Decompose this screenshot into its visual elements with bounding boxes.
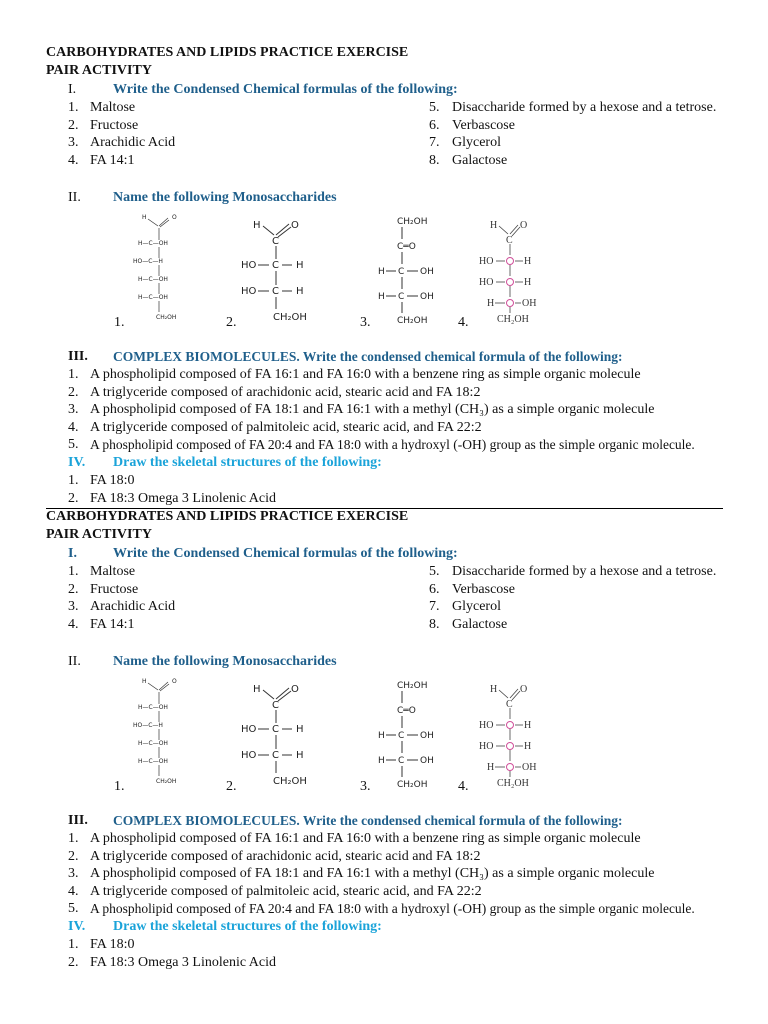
struct-atom: CH₂OH — [397, 780, 428, 788]
chiral-carbon-marker — [507, 300, 514, 307]
list-item: Fructose — [90, 118, 139, 133]
struct-atom: C — [272, 750, 279, 761]
worksheet-copy-2 — [0, 508, 768, 972]
list-item: Arachidic Acid — [90, 599, 176, 614]
list-item: A triglyceride composed of palmitoleic acid, stearic acid, and FA 22:2 — [90, 420, 482, 435]
list-item-number: 5. — [429, 564, 440, 579]
list-item: FA 18:3 Omega 3 Linolenic Acid — [90, 491, 276, 506]
list-item: FA 14:1 — [90, 153, 135, 168]
struct-row: H—C—OH — [138, 276, 168, 283]
section-1-numeral: I. — [68, 82, 77, 97]
struct-atom: CH₂OH — [497, 314, 529, 324]
struct-atom: C — [272, 724, 279, 735]
struct-atom: C — [398, 756, 405, 766]
structure-4-label: 4. — [458, 779, 469, 794]
struct-atom: HO — [479, 741, 494, 752]
list-item-number: 8. — [429, 617, 440, 632]
struct-atom: OH — [420, 267, 434, 277]
struct-atom: C — [398, 731, 405, 741]
list-item: Disaccharide formed by a hexose and a tetrose. — [452, 564, 717, 579]
struct-atom: O — [172, 214, 177, 221]
struct-atom: H — [296, 260, 304, 271]
struct-atom: O — [520, 220, 528, 231]
list-item-number: 2. — [68, 118, 79, 133]
struct-atom: O — [172, 678, 177, 685]
struct-atom: H — [487, 762, 495, 773]
struct-atom: H — [142, 214, 147, 221]
structure-3 — [375, 212, 445, 324]
structure-3-label: 3. — [360, 315, 371, 330]
struct-atom: HO — [241, 286, 257, 297]
struct-atom: HO — [479, 720, 494, 731]
struct-atom: OH — [522, 298, 537, 309]
worksheet-title: CARBOHYDRATES AND LIPIDS PRACTICE EXERCISE — [46, 45, 409, 60]
structure-3 — [375, 676, 445, 788]
section-4-numeral: IV. — [68, 919, 86, 934]
struct-atom: C — [272, 260, 279, 271]
struct-atom: C═O — [397, 242, 416, 252]
struct-atom: C — [272, 286, 279, 297]
struct-atom: CH₂OH — [273, 776, 307, 787]
structure-2-label: 2. — [226, 315, 237, 330]
struct-atom: C — [398, 267, 405, 277]
chiral-carbon-marker — [507, 743, 514, 750]
list-item-number: 5. — [68, 901, 79, 916]
list-item: FA 18:0 — [90, 937, 135, 952]
struct-atom: HO — [479, 277, 494, 288]
list-item-number: 1. — [68, 564, 79, 579]
list-item: FA 18:3 Omega 3 Linolenic Acid — [90, 955, 276, 970]
struct-row: H—C—OH — [138, 704, 168, 711]
section-4-heading: Draw the skeletal structures of the following: — [113, 455, 382, 470]
list-item-number: 4. — [68, 153, 79, 168]
struct-atom: O — [520, 684, 528, 695]
list-item: Verbascose — [452, 582, 515, 597]
structure-1 — [128, 676, 198, 788]
list-item: Galactose — [452, 153, 508, 168]
struct-atom: C═O — [397, 706, 416, 716]
structure-1-label: 1. — [114, 315, 125, 330]
list-item-number: 7. — [429, 599, 440, 614]
list-item: A phospholipid composed of FA 16:1 and FA 16:0 with a benzene ring as simple organic molecule — [90, 831, 641, 846]
struct-atom: CH₂OH — [497, 778, 529, 788]
list-item: A phospholipid composed of FA 18:1 and FA 16:1 with a methyl (CH₃) as a simple organic molecule — [90, 402, 655, 417]
struct-atom: HO — [241, 260, 257, 271]
struct-atom: CH₂OH — [397, 217, 428, 227]
list-item: A triglyceride composed of arachidonic acid, stearic acid and FA 18:2 — [90, 849, 481, 864]
struct-atom: HO — [241, 750, 257, 761]
list-item-number: 4. — [68, 884, 79, 899]
list-item-number: 3. — [68, 599, 79, 614]
struct-atom: H — [142, 678, 147, 685]
structure-2 — [238, 216, 318, 324]
list-item: A phospholipid composed of FA 20:4 and FA 18:0 with a hydroxyl (-OH) group as the simple organic molecule. — [90, 437, 695, 452]
section-4-numeral: IV. — [68, 455, 86, 470]
section-1-heading: Write the Condensed Chemical formulas of the following: — [113, 546, 458, 561]
list-item-number: 1. — [68, 937, 79, 952]
struct-atom: OH — [522, 762, 537, 773]
struct-atom: HO — [479, 256, 494, 267]
section-3-heading: COMPLEX BIOMOLECULES. Write the condensed chemical formula of the following: — [113, 349, 623, 364]
section-3-numeral: III. — [68, 349, 88, 364]
chiral-carbon-marker — [507, 258, 514, 265]
struct-atom: CH₂OH — [156, 314, 177, 321]
struct-atom: C — [272, 236, 279, 247]
list-item: Verbascose — [452, 118, 515, 133]
struct-atom: CH₂OH — [397, 681, 428, 691]
struct-atom: CH₂OH — [397, 316, 428, 324]
struct-atom: CH₂OH — [273, 312, 307, 323]
section-2-heading: Name the following Monosaccharides — [113, 190, 337, 205]
struct-atom: H — [253, 684, 261, 695]
struct-row: H—C—OH — [138, 240, 168, 247]
list-item: Glycerol — [452, 135, 501, 150]
list-item-number: 5. — [429, 100, 440, 115]
list-item: Fructose — [90, 582, 139, 597]
struct-row: HO—C—H — [133, 258, 163, 265]
struct-atom: C — [506, 699, 513, 710]
struct-atom: OH — [420, 731, 434, 741]
section-4-heading: Draw the skeletal structures of the following: — [113, 919, 382, 934]
structure-4-label: 4. — [458, 315, 469, 330]
list-item: Galactose — [452, 617, 508, 632]
list-item-number: 2. — [68, 955, 79, 970]
struct-atom: H — [378, 731, 385, 741]
list-item-number: 8. — [429, 153, 440, 168]
list-item: Glycerol — [452, 599, 501, 614]
list-item-number: 5. — [68, 437, 79, 452]
struct-atom: O — [291, 684, 299, 695]
structure-3-label: 3. — [360, 779, 371, 794]
struct-atom: CH₂OH — [156, 778, 177, 785]
structure-2-label: 2. — [226, 779, 237, 794]
struct-atom: O — [291, 220, 299, 231]
list-item: A phospholipid composed of FA 16:1 and FA 16:0 with a benzene ring as simple organic molecule — [90, 367, 641, 382]
list-item-number: 2. — [68, 849, 79, 864]
struct-atom: H — [490, 220, 498, 231]
worksheet-subtitle: PAIR ACTIVITY — [46, 63, 152, 78]
list-item-number: 1. — [68, 831, 79, 846]
worksheet-title: CARBOHYDRATES AND LIPIDS PRACTICE EXERCISE — [46, 509, 409, 524]
struct-atom: H — [253, 220, 261, 231]
struct-row: HO—C—H — [133, 722, 163, 729]
list-item-number: 2. — [68, 491, 79, 506]
struct-atom: H — [524, 256, 532, 267]
struct-atom: H — [296, 286, 304, 297]
list-item-number: 7. — [429, 135, 440, 150]
list-item: Maltose — [90, 100, 136, 115]
list-item: Disaccharide formed by a hexose and a tetrose. — [452, 100, 717, 115]
list-item: Arachidic Acid — [90, 135, 176, 150]
struct-atom: OH — [420, 756, 434, 766]
list-item-number: 4. — [68, 420, 79, 435]
chiral-carbon-marker — [507, 279, 514, 286]
struct-atom: HO — [241, 724, 257, 735]
list-item-number: 6. — [429, 118, 440, 133]
list-item-number: 1. — [68, 473, 79, 488]
list-item-number: 3. — [68, 135, 79, 150]
chiral-carbon-marker — [507, 764, 514, 771]
struct-row: H—C—OH — [138, 758, 168, 765]
struct-atom: H — [490, 684, 498, 695]
list-item: A phospholipid composed of FA 20:4 and FA 18:0 with a hydroxyl (-OH) group as the simple organic molecule. — [90, 901, 695, 916]
chiral-carbon-marker — [507, 722, 514, 729]
list-item: FA 14:1 — [90, 617, 135, 632]
struct-atom: H — [524, 741, 532, 752]
worksheet-subtitle: PAIR ACTIVITY — [46, 527, 152, 542]
list-item-number: 3. — [68, 402, 79, 417]
struct-atom: H — [296, 724, 304, 735]
list-item: Maltose — [90, 564, 136, 579]
worksheet-copy-1 — [0, 44, 768, 508]
struct-row: H—C—OH — [138, 294, 168, 301]
section-3-numeral: III. — [68, 813, 88, 828]
section-1-heading: Write the Condensed Chemical formulas of the following: — [113, 82, 458, 97]
structure-4 — [477, 680, 547, 788]
struct-atom: C — [506, 235, 513, 246]
struct-row: H—C—OH — [138, 740, 168, 747]
list-item-number: 2. — [68, 582, 79, 597]
struct-atom: C — [272, 700, 279, 711]
struct-atom: H — [378, 267, 385, 277]
structure-1 — [128, 212, 198, 324]
list-item-number: 2. — [68, 385, 79, 400]
structure-1-label: 1. — [114, 779, 125, 794]
list-item-number: 3. — [68, 866, 79, 881]
struct-atom: H — [296, 750, 304, 761]
section-1-numeral: I. — [68, 546, 77, 561]
struct-atom: H — [378, 756, 385, 766]
structure-4 — [477, 216, 547, 324]
section-2-heading: Name the following Monosaccharides — [113, 654, 337, 669]
struct-atom: H — [524, 720, 532, 731]
list-item: A phospholipid composed of FA 18:1 and FA 16:1 with a methyl (CH₃) as a simple organic molecule — [90, 866, 655, 881]
struct-atom: C — [398, 292, 405, 302]
list-item-number: 6. — [429, 582, 440, 597]
struct-atom: H — [378, 292, 385, 302]
list-item: FA 18:0 — [90, 473, 135, 488]
list-item: A triglyceride composed of arachidonic acid, stearic acid and FA 18:2 — [90, 385, 481, 400]
structure-2 — [238, 680, 318, 788]
struct-atom: H — [524, 277, 532, 288]
list-item: A triglyceride composed of palmitoleic acid, stearic acid, and FA 22:2 — [90, 884, 482, 899]
list-item-number: 1. — [68, 367, 79, 382]
list-item-number: 4. — [68, 617, 79, 632]
list-item-number: 1. — [68, 100, 79, 115]
section-2-numeral: II. — [68, 654, 81, 669]
section-3-heading: COMPLEX BIOMOLECULES. Write the condensed chemical formula of the following: — [113, 813, 623, 828]
struct-atom: H — [487, 298, 495, 309]
struct-atom: OH — [420, 292, 434, 302]
section-2-numeral: II. — [68, 190, 81, 205]
